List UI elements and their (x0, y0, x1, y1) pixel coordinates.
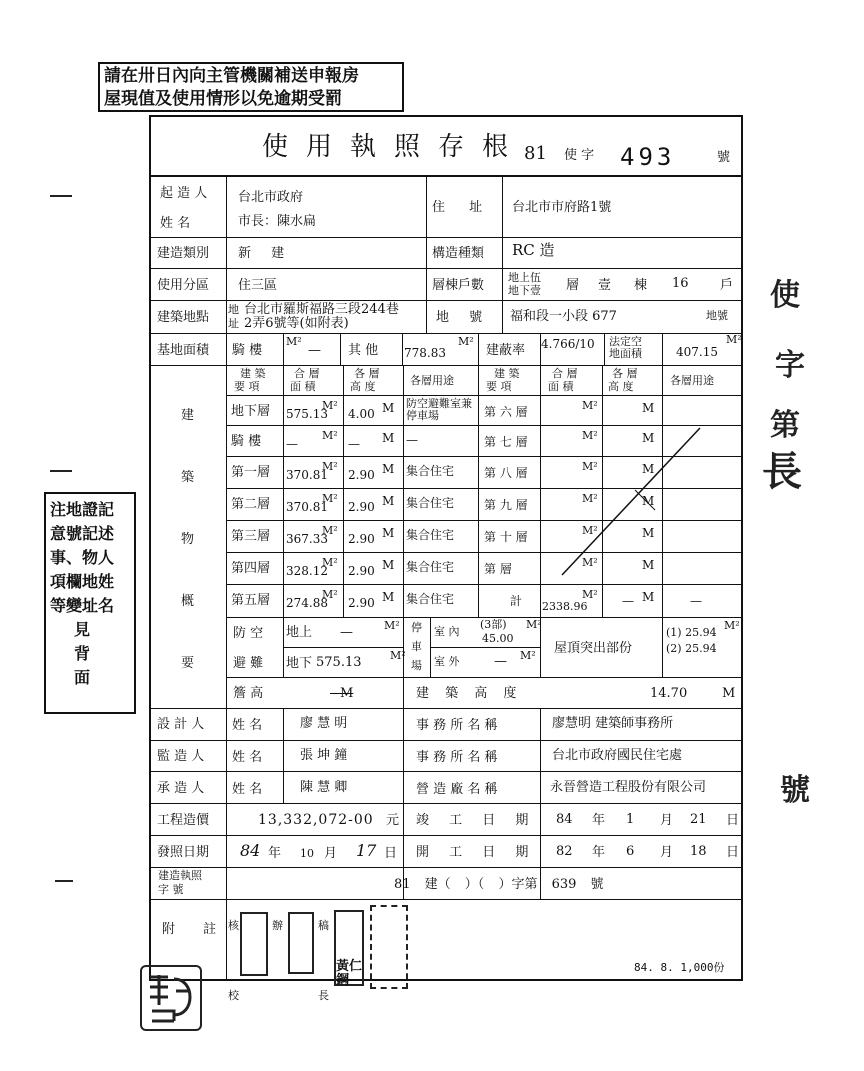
rule (283, 365, 284, 617)
name-label: 姓 名 (232, 750, 263, 765)
floor-use: 集合住宅 (406, 560, 455, 574)
rule (283, 647, 403, 648)
floor-height: — (622, 594, 634, 608)
floor-height: 2.90 (348, 596, 375, 610)
roof-value-2: (2) 25.94 (666, 642, 717, 655)
chief-signature: 黃仁鋼 (336, 959, 363, 988)
floor-area-total: 2338.96 (542, 600, 588, 613)
year-word: 年 (592, 845, 606, 860)
year-word: 年 (592, 813, 606, 828)
coverage-value: 4.766/10 (541, 337, 595, 351)
edge-mark (50, 470, 72, 472)
floor-name: 第三層 (231, 529, 271, 544)
notice-line-1: 請在卅日內向主管機關補送申報房 (104, 66, 359, 86)
floor-name: 第五層 (231, 593, 271, 608)
col-header: 面 積 (290, 380, 316, 393)
rule (403, 708, 404, 899)
contractor-name: 陳 慧 卿 (300, 780, 348, 795)
arcade-value: — (308, 343, 321, 358)
title-year: 81 (524, 143, 547, 164)
col-header: 要 項 (486, 380, 512, 393)
indoor-value: 45.00 (482, 632, 514, 645)
location-address-2: 2弄6號等(如附表) (244, 316, 349, 331)
unit-m2: M² (582, 492, 598, 505)
legal-open-value: 407.15 (676, 345, 718, 359)
floor-height: 2.90 (348, 532, 375, 546)
rule (149, 175, 743, 177)
rule (540, 708, 541, 899)
outdoor-label: 室 外 (434, 655, 460, 668)
height-unit: M (642, 401, 655, 415)
seal-glyph (142, 967, 200, 1029)
col-header: 各層用途 (410, 374, 454, 387)
remark-char: 稿 (318, 919, 329, 932)
rule (149, 867, 743, 868)
issue-month: 10 (300, 847, 314, 860)
day-word: 日 (384, 846, 398, 861)
rule (343, 365, 344, 617)
unit-m2: M² (322, 524, 338, 537)
unit-m2: M² (582, 429, 598, 442)
approval-stamp (240, 912, 268, 976)
section-label: 要 (181, 656, 195, 671)
floor-area: 328.12 (286, 564, 328, 578)
floors-below: 地下壹 (508, 284, 541, 297)
height-unit: M (382, 401, 395, 415)
other-label: 其 他 (348, 343, 379, 358)
month-word: 月 (324, 846, 338, 861)
location-tag: 址 (228, 317, 239, 330)
side-note-line: 等變址名 (50, 596, 115, 615)
year-word: 年 (268, 846, 282, 861)
height-unit: M (642, 462, 655, 476)
unit-count: 16 (672, 276, 689, 291)
floor-name: 第 七 層 (484, 435, 528, 449)
address-label: 住 址 (432, 200, 493, 215)
shelter-label: 防 空 (233, 626, 264, 641)
height-unit: M (642, 431, 655, 445)
floor-use: 集合住宅 (406, 496, 455, 510)
side-note-line: 面 (74, 668, 91, 687)
rule (149, 333, 743, 334)
zone-value: 住三區 (238, 278, 278, 293)
cost-value: 13,332,072-00 (258, 812, 374, 828)
floor-height: 2.90 (348, 500, 375, 514)
height-unit: M (642, 494, 655, 508)
floors-label: 層棟戶數 (432, 278, 485, 293)
rule (403, 677, 404, 708)
floors-above: 地上伍 (508, 271, 541, 284)
height-unit: M (382, 526, 395, 540)
legal-open-label: 法定空 (609, 335, 642, 348)
day-word: 日 (726, 813, 740, 828)
title-suffix: 號 (717, 150, 731, 165)
unit-m2: M² (526, 618, 542, 631)
floor-height: — (348, 437, 360, 451)
permit-number: 81 建（ ）（ ）字第 639 號 (394, 877, 604, 892)
unit-m2: M² (582, 460, 598, 473)
start-month: 6 (626, 844, 635, 859)
height-unit: M (382, 431, 395, 445)
col-header: 高 度 (350, 380, 376, 393)
unit-m2: M² (582, 524, 598, 537)
rule (226, 395, 743, 396)
owner-label: 起 造 人 (160, 186, 208, 201)
rule (402, 333, 403, 365)
floor-use: 集合住宅 (406, 528, 455, 542)
shelter-label: 避 難 (233, 656, 264, 671)
floor-area: 367.33 (286, 532, 328, 546)
unit-m2: M² (322, 492, 338, 505)
location-tag: 地 (228, 303, 239, 316)
supervisor-name: 張 坤 鐘 (300, 748, 348, 763)
col-header: 建 築 (494, 367, 520, 380)
unit-m2: M² (726, 333, 742, 346)
rule (283, 333, 284, 365)
floor-height: 2.90 (348, 468, 375, 482)
official-seal (140, 965, 202, 1031)
right-char: 第 (770, 408, 800, 443)
name-label: 姓 名 (232, 718, 263, 733)
right-char: 使 (770, 278, 800, 313)
shelter-above-label: 地上 (286, 625, 313, 640)
roof-value-1: (1) 25.94 (666, 626, 717, 639)
supervisor-label: 監 造 人 (157, 749, 205, 764)
side-note-line: 見 (74, 620, 91, 639)
rule (502, 175, 503, 333)
side-note-line: 背 (74, 644, 91, 663)
rule (149, 365, 743, 366)
rule (149, 268, 743, 269)
shelter-below-label: 地下 (286, 656, 313, 671)
unit-m2: M² (520, 649, 536, 662)
floor-name: 計 (510, 594, 523, 608)
completion-month: 1 (626, 812, 635, 827)
issue-date-label: 發照日期 (157, 845, 210, 860)
building-height-label: 建 築 高 度 (416, 686, 523, 701)
build-type-label: 建造類別 (157, 246, 210, 261)
owner-address: 台北市市府路1號 (512, 200, 612, 215)
floor-name: 第 層 (484, 562, 512, 576)
lot-label: 地 號 (436, 310, 491, 325)
permit-label: 建造執照 (158, 869, 202, 882)
floor-area: — (286, 437, 298, 451)
designer-office: 廖慧明 建築師事務所 (552, 716, 674, 731)
coverage-label: 建蔽率 (486, 343, 526, 358)
eave-unit: M (340, 686, 354, 701)
height-unit: M (642, 558, 655, 572)
parking-label: 停 (411, 621, 422, 634)
supervisor-office: 台北市政府國民住宅處 (552, 748, 683, 763)
rule (478, 365, 479, 617)
remark-char: 校 (228, 989, 239, 1002)
rule (149, 771, 743, 772)
outdoor-value: — (494, 654, 507, 669)
rule (478, 333, 479, 365)
col-header: 合 層 (294, 367, 320, 380)
floor-name: 騎 樓 (231, 434, 262, 449)
parking-label: 車 (411, 640, 422, 653)
unit-word: 戶 (720, 278, 734, 293)
legal-open-label: 地面積 (609, 347, 642, 360)
permit-label: 字 號 (158, 883, 184, 896)
rule (662, 617, 663, 677)
col-header: 高 度 (608, 380, 634, 393)
col-header: 各層用途 (670, 374, 714, 387)
owner-value: 台北市政府 (238, 190, 304, 205)
building-height-value: 14.70 (650, 686, 688, 701)
rule (149, 835, 743, 836)
floor-area: 370.81 (286, 500, 328, 514)
eave-label: 簷 高 (233, 686, 264, 701)
floor-area: 274.88 (286, 596, 328, 610)
approval-stamp (288, 912, 314, 974)
side-note-line: 事、物人 (50, 548, 115, 567)
unit-m2: M² (582, 556, 598, 569)
structure-label: 構造種類 (432, 246, 485, 261)
office-label: 事 務 所 名 稱 (416, 750, 498, 765)
right-char: 長 (762, 448, 802, 495)
floor-use: 防空避難室兼停車場 (406, 397, 472, 422)
shelter-above-value: — (340, 625, 353, 640)
right-char: 號 (780, 773, 810, 808)
office-label: 事 務 所 名 稱 (416, 718, 498, 733)
indoor-label: 室 內 (434, 625, 460, 638)
rule (149, 708, 743, 709)
indoor-qty: (3部) (480, 618, 507, 631)
issue-year: 84 (240, 841, 261, 860)
lot-value: 福和段一小段 677 (510, 309, 617, 324)
unit-m2: M² (322, 588, 338, 601)
rule (149, 899, 743, 900)
floor-name: 第 九 層 (484, 498, 528, 512)
section-label: 築 (181, 470, 195, 485)
unit-m2: M² (582, 399, 598, 412)
print-note: 84. 8. 1,000份 (634, 961, 725, 974)
other-area-value: 778.83 (404, 346, 446, 360)
unit-m2: M² (322, 460, 338, 473)
contractor-label: 承 造 人 (157, 781, 205, 796)
floor-word: 層 (566, 278, 580, 293)
designer-name: 廖 慧 明 (300, 716, 348, 731)
height-unit: M (382, 462, 395, 476)
month-word: 月 (660, 845, 674, 860)
designer-label: 設 計 人 (157, 717, 205, 732)
lot-suffix: 地號 (706, 309, 728, 322)
rule (283, 708, 284, 803)
building-count: 壹 (598, 278, 612, 293)
rule (430, 647, 540, 648)
rule (149, 300, 743, 301)
completion-day: 21 (690, 812, 707, 827)
shelter-below-value: 575.13 (316, 655, 362, 670)
floor-use: — (690, 594, 702, 608)
notice-line-2: 屋現值及使用情形以免逾期受罰 (104, 89, 342, 109)
side-note-line: 注地證記 (50, 500, 115, 519)
floor-name: 第一層 (231, 465, 271, 480)
unit-m2: M² (322, 399, 338, 412)
remarks-label: 附 註 (162, 922, 229, 937)
day-word: 日 (726, 845, 740, 860)
floor-use: — (406, 433, 418, 447)
cost-label: 工程造價 (157, 813, 210, 828)
floor-name: 第 六 層 (484, 405, 528, 419)
floor-name: 第二層 (231, 497, 271, 512)
start-day: 18 (690, 844, 707, 859)
col-header: 各 層 (612, 367, 638, 380)
col-header: 面 積 (548, 380, 574, 393)
right-char: 字 (775, 348, 805, 383)
unit-m2: M² (724, 619, 740, 632)
floor-name: 第 十 層 (484, 530, 528, 544)
rule (662, 333, 663, 365)
unit-m2: M² (322, 429, 338, 442)
rule (403, 617, 404, 677)
floor-height: 2.90 (348, 564, 375, 578)
completion-label: 竣 工 日 期 (416, 813, 537, 828)
floor-name: 第四層 (231, 561, 271, 576)
zone-label: 使用分區 (157, 278, 210, 293)
col-header: 要 項 (234, 380, 260, 393)
start-year: 82 (556, 844, 573, 859)
owner-name: 市長：陳水扁 (238, 214, 317, 229)
strike-line (540, 420, 740, 590)
structure-value: RC 造 (512, 241, 555, 259)
arcade-label: 騎 樓 (232, 343, 263, 358)
rule (149, 740, 743, 741)
floor-name: 第 八 層 (484, 466, 528, 480)
col-header: 各 層 (354, 367, 380, 380)
office-label: 營 造 廠 名 稱 (416, 782, 498, 797)
height-unit: M (382, 558, 395, 572)
title-char: 使 字 (564, 148, 595, 163)
rule (403, 365, 404, 617)
unit-m2: M² (390, 649, 406, 662)
build-type-value: 新 建 (238, 246, 293, 261)
rule (604, 333, 605, 365)
parking-label: 場 (411, 659, 422, 672)
issue-day: 17 (356, 841, 377, 860)
building-height-unit: M (722, 686, 736, 701)
floor-area: 370.81 (286, 468, 328, 482)
name-label: 姓 名 (160, 216, 191, 231)
unit-m2: M² (458, 335, 474, 348)
name-label: 姓 名 (232, 782, 263, 797)
floor-use: 集合住宅 (406, 592, 455, 606)
remark-char: 長 (318, 989, 329, 1002)
roof-label: 屋頂突出部份 (554, 641, 633, 656)
site-area-label: 基地面積 (157, 343, 210, 358)
notice-stamp (98, 62, 404, 112)
completion-year: 84 (556, 812, 573, 827)
section-label: 概 (181, 594, 195, 609)
col-header: 建 築 (240, 367, 266, 380)
eave-value: — (330, 686, 343, 701)
rule (340, 333, 341, 365)
floor-use: 集合住宅 (406, 464, 455, 478)
approval-stamp (370, 905, 408, 989)
rule (426, 175, 427, 333)
side-note-line: 意號記述 (50, 524, 115, 543)
unit-m2: M² (322, 556, 338, 569)
contractor-office: 永晉營造工程股份有限公司 (550, 780, 707, 795)
remark-char: 核 (228, 919, 239, 932)
location-label: 建築地點 (157, 310, 210, 325)
rule (226, 677, 743, 678)
side-note (44, 492, 136, 714)
rule (226, 175, 227, 981)
floor-height: 4.00 (348, 407, 375, 421)
edge-mark (55, 880, 73, 882)
floor-name: 地下層 (231, 404, 271, 419)
title-number: 493 (620, 143, 676, 171)
month-word: 月 (660, 813, 674, 828)
edge-mark (50, 195, 72, 197)
unit-m2: M² (286, 335, 302, 348)
height-unit: M (642, 590, 655, 604)
unit-m2: M² (384, 619, 400, 632)
floor-area: 575.13 (286, 407, 328, 421)
section-label: 物 (181, 532, 195, 547)
height-unit: M (642, 526, 655, 540)
start-date-label: 開 工 日 期 (416, 845, 537, 860)
rule (149, 237, 743, 238)
rule (149, 803, 743, 804)
unit-m2: M² (582, 588, 598, 601)
form-title: 使用執照存根 (262, 132, 527, 162)
remark-char: 辦 (272, 919, 283, 932)
height-unit: M (382, 590, 395, 604)
col-header: 合 層 (552, 367, 578, 380)
location-address-1: 台北市羅斯福路三段244巷 (244, 302, 399, 317)
building-word: 棟 (634, 278, 648, 293)
section-label: 建 (181, 408, 195, 423)
side-note-line: 項欄地姓 (50, 572, 115, 591)
cost-unit: 元 (386, 813, 400, 828)
height-unit: M (382, 494, 395, 508)
